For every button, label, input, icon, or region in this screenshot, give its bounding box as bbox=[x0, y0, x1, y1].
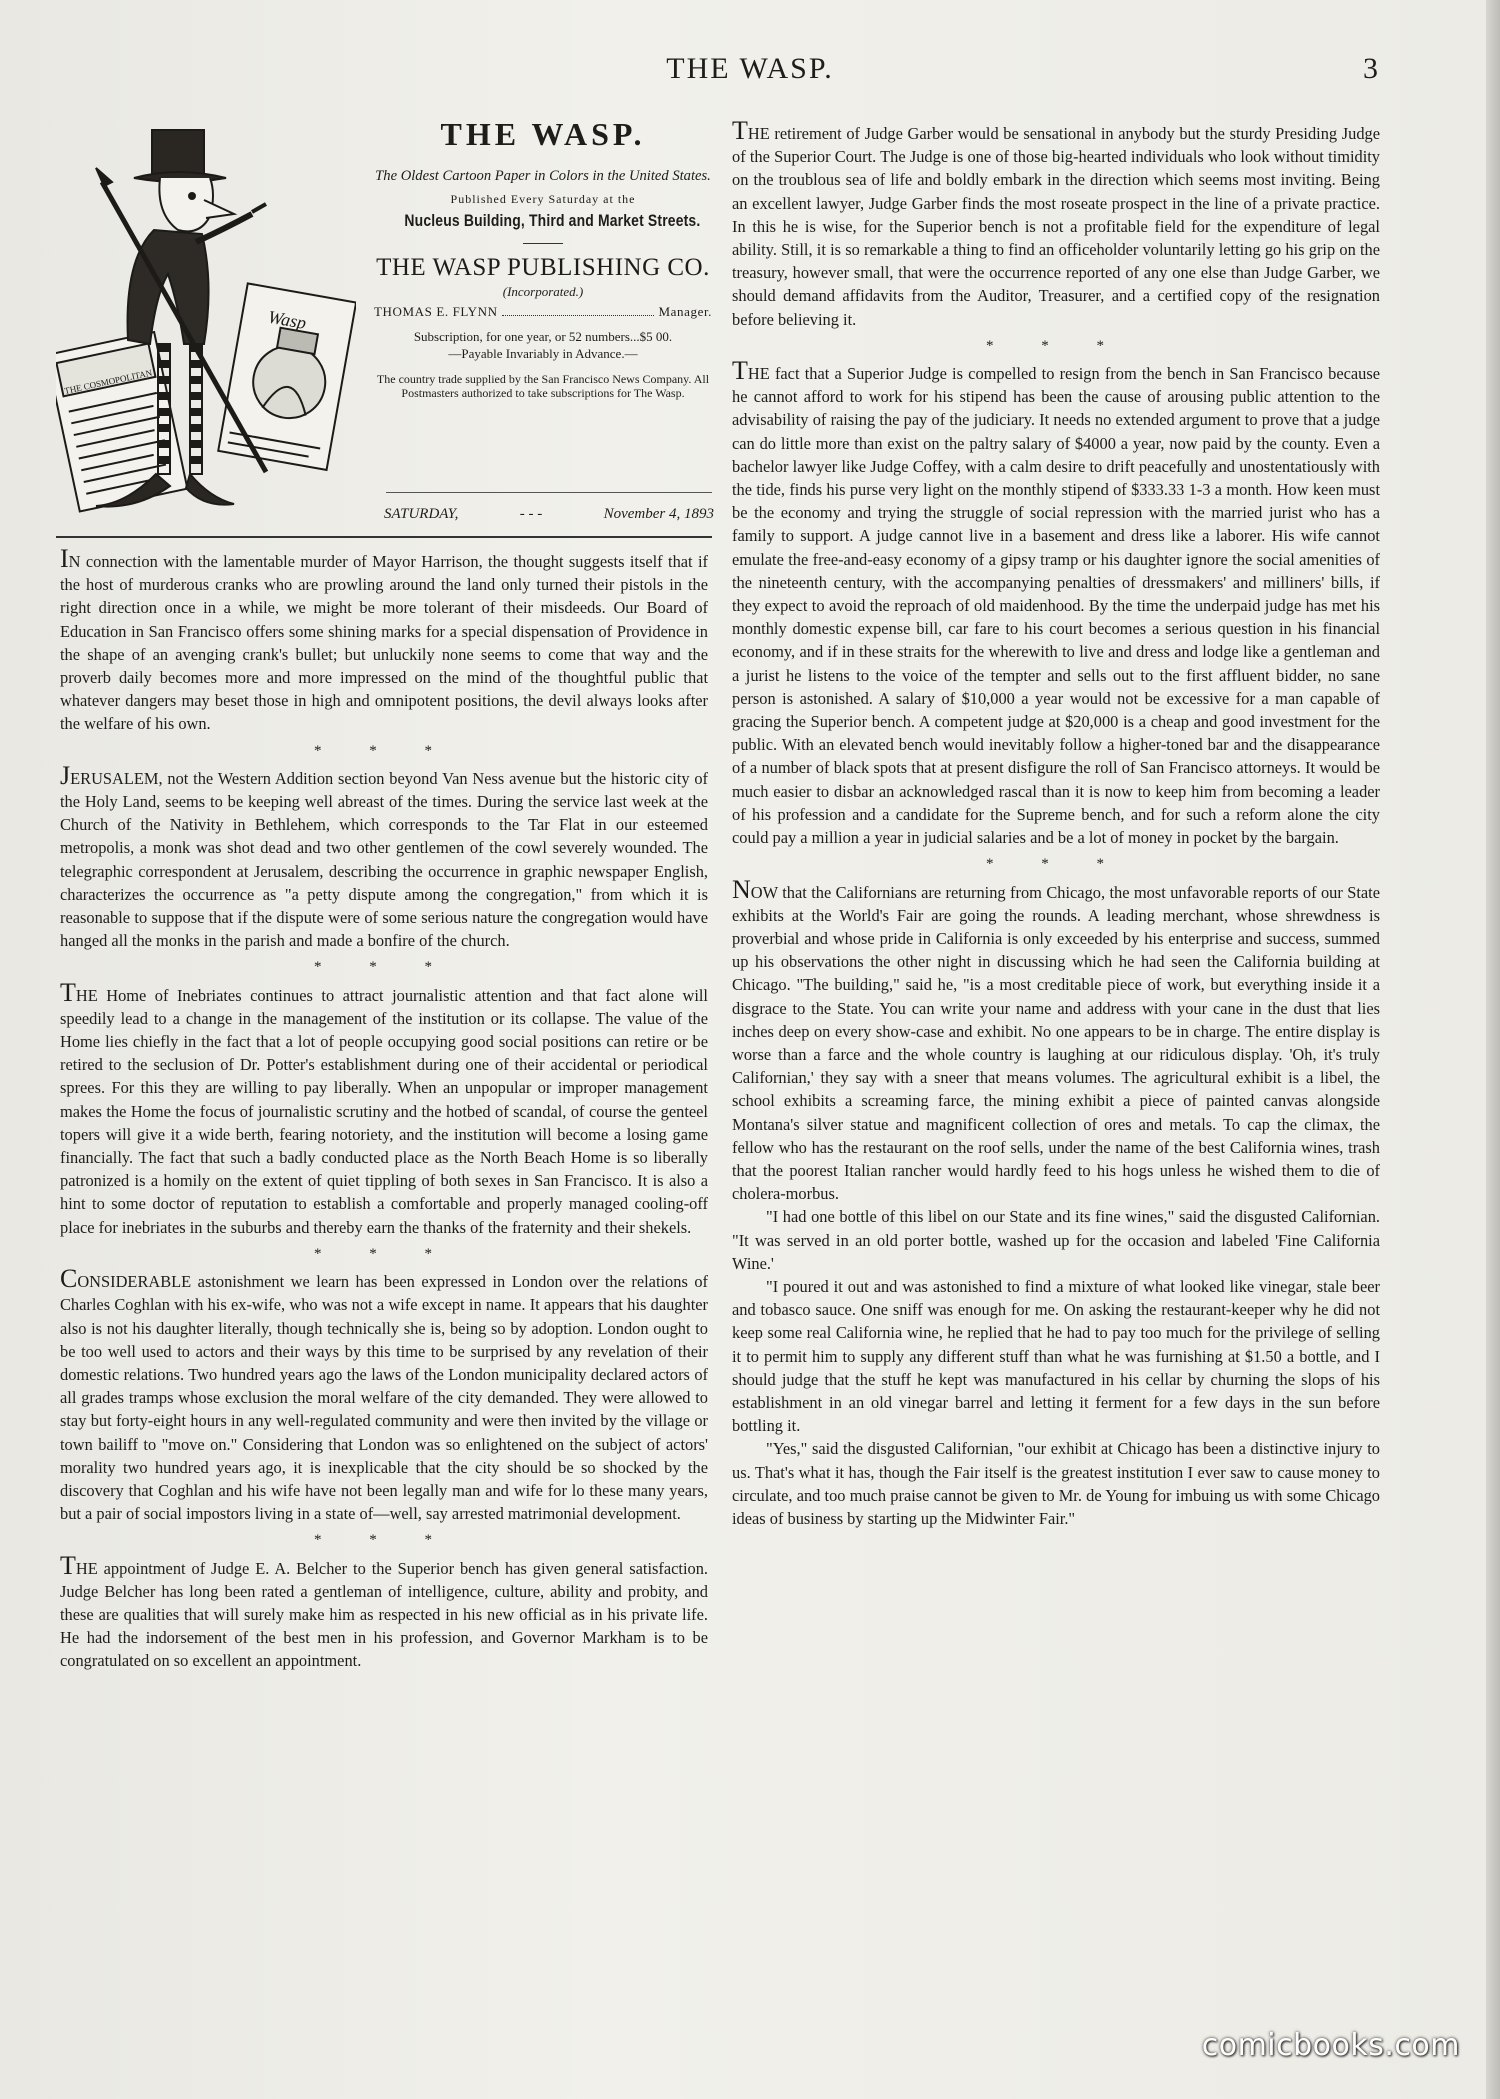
page-number: 3 bbox=[1363, 52, 1378, 85]
editorial-paragraph: NOW that the Californians are returning from Chicago, the most unfavorable reports of our State exhibits at the World's Fair are going the rounds. A leading merchant, whose shrewdness is proverbial and whose pride in California is only exceeded by his enterprise and success, summed up his observations the other night in discussing which he had seen the California building at Chicago. "The building," said he, "is a most creditable piece of work, but everything inside it a disgrace to the State. You can write your name and address with your cane in the dust that lies inches deep on every show-case and exhibit. No one appears to be in charge. The entire display is worse than a farce and the whole country is laughing at our ridiculous display. 'Oh, it's truly Californian,' they say with a sneer that means volumes. The agricultural exhibit is a libel, the school exhibits a screaming farce, the mining exhibit a piece of painted canvas alongside Montana's silver statue and magnificent collection of ores and metals. To cap the climax, the fellow who has the restaurant on the roof sells, under the name of the best California wines, trash that the poorest Italian rancher would hardly feed to his hogs unless he wished them to die of cholera-morbus. bbox=[732, 874, 1380, 1204]
masthead-rule bbox=[523, 243, 563, 244]
editorial-paragraph: CONSIDERABLE astonishment we learn has been expressed in London over the relations of Charles Coghlan with his ex-wife, who was not a wife except in name. It appears that his daughter also is not his daughter literally, though technically she is, being so by adoption. London ought to be too well used to actors and their ways by this time to be surprised by any revelation of their domestic relations. Two hundred years ago the laws of the London municipality declared actors of all grades tramps whose exclusion the moral welfare of the city demanded. They were allowed to stay but forty-eight hours in any well-regulated community and were then invited by the village or town bailiff to "move on." Considering that London was so enlightened on the subject of actors' morality two hundred years ago, it is inexplicable that the city should be so shocked by the discovery that Coghlan and his wife have not been legally man and wife for lo these many years, but a pair of social impostors living in a state of—well, say arrested matrimonial development. bbox=[60, 1264, 708, 1524]
drop-initial: J bbox=[60, 760, 71, 790]
running-head bbox=[0, 52, 1500, 92]
wasp-magazine-label: Wasp bbox=[266, 306, 308, 333]
section-separator: * * * bbox=[986, 337, 1126, 354]
cosmopolitan-label: THE COSMOPOLITAN bbox=[63, 367, 154, 396]
masthead-bottom-rule bbox=[56, 536, 712, 538]
watermark: comicbooks.com bbox=[1201, 2028, 1460, 2063]
left-column bbox=[60, 544, 708, 1673]
editorial-paragraph: THE Home of Inebriates continues to attract journalistic attention and that fact alone will speedily lead to a change in the management of the institution or its collapse. The value of the Home lies chiefly in the fact that a lot of people occupying good social positions can retire or be retired to the seclusion of Dr. Potter's establishment during one of their accidental or periodical sprees. For this they are willing to pay liberally. When an unpopular or improper management makes the Home the focus of journalistic scrutiny and the hotbed of scandal, of course the genteel topers will give it a wide berth, fearing notoriety, and the institution will become a losing game financially. The fact that such a badly conducted place as the North Beach Home is so liberally patronized is a homily on the extent of quiet tippling of both sexes in San Francisco. It is also a hint to some doctor of reputation to establish a comfortable and properly managed cooling-off place for inebriates in the suburbs and thereby earn the thanks of the fraternity and their shekels. bbox=[60, 977, 708, 1237]
manager-leader bbox=[502, 304, 655, 316]
running-head-title: THE WASP. bbox=[666, 52, 834, 85]
drop-initial: T bbox=[60, 977, 76, 1007]
masthead-manager bbox=[374, 304, 712, 320]
right-column bbox=[732, 116, 1380, 1530]
drop-initial: T bbox=[60, 1550, 76, 1580]
drop-initial: I bbox=[60, 544, 69, 573]
masthead-incorporated: (Incorporated.) bbox=[502, 284, 584, 299]
section-separator: * * * bbox=[314, 1245, 454, 1262]
section-separator: * * * bbox=[314, 959, 454, 976]
issue-date: November 4, 1893 bbox=[603, 506, 714, 522]
issue-day: SATURDAY, bbox=[384, 506, 459, 522]
masthead-title: THE WASP. bbox=[440, 116, 646, 152]
masthead-company: THE WASP PUBLISHING CO. bbox=[376, 254, 710, 281]
section-separator: * * * bbox=[314, 1532, 454, 1549]
editorial-paragraph: THE fact that a Superior Judge is compelled to resign from the bench in San Francisco because he cannot afford to work for his stipend has been the cause of arousing public attention to the advisability of raising the pay of the judiciary. It needs no extended argument to prove that a judge can do little more than exist on the paltry salary of $4000 a year, now paid by the county. Even a bachelor lawyer like Judge Coffey, with a calm desire to drift peacefully and unostentatiously with the tide, finds his purse very light on the monthly stipend of $333.33 1-3 a month. How keen must be the economy and trying the struggle of social repression with the married jurist who has a family to support. A judge cannot live in a basement and dress like a laborer. His wife cannot emulate the free-and-easy economy of a gipsy tramp or his daughter ignore the social amenities of the nineteenth century, with the accompanying penalties of dressmakers' and milliners' bills, if they expect to avoid the reproach of old maidenhood. By the time the underpaid judge has met his monthly domestic expense bill, car fare to his court becomes a serious question in his financial economy, and if in these straits for the wherewith to live and dress and lodge like a gentleman and a jurist he listens to the voice of the tempter and sells out to the first affluent bidder, no sane person is astonished. A salary of $10,000 a year would not be excessive for a man capable of gracing the Superior bench. A competent judge at $20,000 is a cheap and good investment for the public. With an elevated bench would inevitably follow a higher-toned bar and the disappearance of a number of black spots that at present disfigure the roll of San Francisco attorneys. It would be much easier to disbar an acknowledged rascal than it is now to keep him from becoming a leader of his profession and a candidate for the Supreme bench, and for such a reform alone the city could pay a million a year in judicial salaries and be a lot of money in pocket by the bargain. bbox=[732, 356, 1380, 848]
subscription-price: Subscription, for one year, or 52 numbers...$5 00. bbox=[413, 329, 673, 344]
masthead-published: Published Every Saturday at the bbox=[450, 192, 636, 206]
editorial-paragraph: THE retirement of Judge Garber would be sensational in anybody but the sturdy Presiding Judge of the Superior Court. The Judge is one of those big-hearted individuals who look without timidity on the troublous sea of life and boldly embark in the direction which seems most inviting. Being an excellent lawyer, Judge Garber finds the most roseate prospect in the line of a private practice. In this he is wise, for the Superior bench is not a profitable field for the expenditure of legal ability. Still, it is so remarkable a thing to find an officeholder voluntarily letting go his grip on the treasury, however small, that were the occurrence reported of any one else than Judge Garber, we should demand affidavits from the Auditor, Treasurer, and a certified copy of the resignation before believing it. bbox=[732, 116, 1380, 329]
masthead bbox=[56, 112, 712, 542]
editorial-paragraph: "Yes," said the disgusted Californian, "our exhibit at Chicago has been a distinctive injury to us. That's what it has, though the Fair itself is the greatest institution I ever saw to cause money to circulate, and too much praise cannot be given to Mr. de Young for imbuing us with some Chicago ideas of business by starting up the Midwinter Fair." bbox=[732, 1439, 1380, 1528]
masthead-trade-note: The country trade supplied by the San Francisco News Company. All Postmasters authorized to take subscriptions for The Wasp. bbox=[376, 372, 710, 400]
date-rule bbox=[386, 492, 712, 493]
editorial-paragraph: IN connection with the lamentable murder of Mayor Harrison, the thought suggests itself that if the host of murderous cranks who are prowling around the land only turned their pistols in the right direction once in a while, we might be more tolerant of their misdeeds. Our Board of Education in San Francisco offers some shining marks for a special dispensation of Providence in the shape of an avenging crank's bullet; but unluckily none seems to come that way and the proverb daily becomes more and more impressed on the mind of the thoughtful public that whatever dangers may beset those in high and omnipotent positions, the devil always looks after the welfare of his own. bbox=[60, 544, 708, 734]
manager-name: THOMAS E. FLYNN bbox=[374, 304, 498, 319]
editorial-paragraph: JERUSALEM, not the Western Addition section beyond Van Ness avenue but the historic city of the Holy Land, seems to be keeping well abreast of the times. During the service last week at the Church of the Nativity in Bethlehem, which corresponds to the Tar Flat in our esteemed metropolis, a monk was shot dead and two other gentlemen of the cowl severely wounded. The telegraphic correspondent at Jerusalem, describing the occurrence in graphic newspaper English, characterizes the occurrence as "a petty dispute among the congregation," from which it is reasonable to suppose that if the dispute were of some serious nature the congregation would have hanged all the monks in the parish and made a bonfire of the church. bbox=[60, 760, 708, 951]
masthead-info bbox=[374, 112, 712, 400]
issue-date-separator: - - - bbox=[519, 506, 543, 522]
masthead-tagline: The Oldest Cartoon Paper in Colors in the United States. bbox=[375, 168, 711, 184]
editorial-paragraph: "I poured it out and was astonished to find a mixture of what looked like vinegar, stale beer and tobasco sauce. One sniff was enough for me. On asking the restaurant-keeper why he did not keep some real California wine, he replied that he had to pay too much for the privilege of selling it to permit him to supply any different stuff than what he was furnishing at $1.50 a bottle, and I should judge that the stuff he kept was manufactured in his cellar by churning the slops of his establishment in an old vinegar barrel and letting it ferment for a few days in the sun before bottling it. bbox=[732, 1276, 1380, 1436]
drop-initial: C bbox=[60, 1264, 78, 1294]
masthead-address: Nucleus Building, Third and Market Streets. bbox=[404, 211, 701, 230]
subscription-payable: —Payable Invariably in Advance.— bbox=[448, 346, 638, 361]
editorial-paragraph: "I had one bottle of this libel on our State and its fine wines," said the disgusted Californian. "It was served in an old porter bottle, washed up for the occasion and labeled 'Fine California Wine.' bbox=[732, 1207, 1380, 1273]
masthead-subscription bbox=[374, 328, 712, 362]
section-separator: * * * bbox=[314, 742, 454, 759]
page-edge bbox=[1486, 0, 1500, 2099]
manager-title: Manager. bbox=[658, 304, 712, 319]
drop-initial: N bbox=[732, 874, 751, 904]
drop-initial: T bbox=[732, 116, 748, 145]
editorial-paragraph: THE appointment of Judge E. A. Belcher to the Superior bench has given general satisfaction. Judge Belcher has long been rated a gentleman of intelligence, culture, ability and probity, and these are qualities that will surely make him as respected in his new official as in his private life. He had the indorsement of the best men in his profession, and Governor Markham is to be congratulated on so excellent an appointment. bbox=[60, 1550, 708, 1671]
wasp-cartoon-illustration bbox=[56, 112, 356, 537]
section-separator: * * * bbox=[986, 856, 1126, 873]
drop-initial: T bbox=[732, 356, 748, 386]
issue-date-line bbox=[384, 506, 714, 523]
